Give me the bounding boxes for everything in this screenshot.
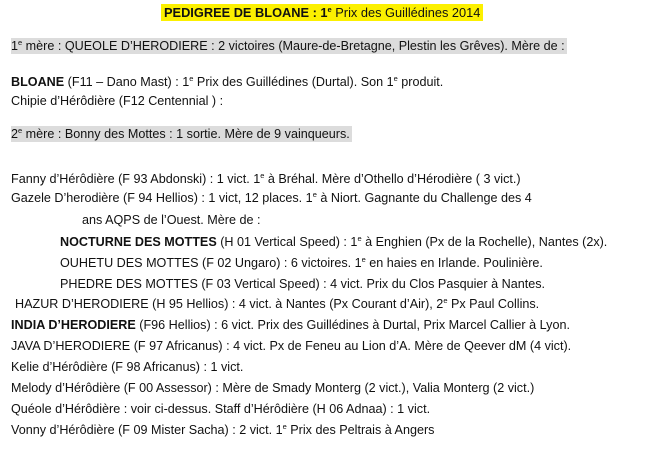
first-dam-line <box>11 38 567 55</box>
india-line: INDIA D’HERODIERE (F96 Hellios) : 6 vict. Prix des Guillédines à Durtal, Prix Marcel Callier à Lyon. <box>11 318 570 332</box>
ouhetu-line: OUHETU DES MOTTES (F 02 Ungaro) : 6 victoires. 1e en haies en Irlande. Poulinière. <box>60 255 543 270</box>
bloane-line: BLOANE (F11 – Dano Mast) : 1e Prix des Guillédines (Durtal). Son 1e produit. <box>11 74 444 89</box>
hazur-line: HAZUR D’HERODIERE (H 95 Hellios) : 4 vict. à Nantes (Px Courant d’Air), 2e Px Paul Collins. <box>15 296 540 311</box>
gazele-line-continued: ans AQPS de l’Ouest. Mère de : <box>82 213 261 227</box>
queole-line: Quéole d’Hérôdière : voir ci-dessus. Staff d’Hérôdière (H 06 Adnaa) : 1 vict. <box>11 402 431 416</box>
second-dam-line <box>11 126 352 143</box>
fanny-line: Fanny d’Hérôdière (F 93 Abdonski) : 1 vict. 1e à Bréhal. Mère d’Othello d’Hérodière ( 3 vict.) <box>11 171 521 186</box>
page-title: PEDIGREE DE BLOANE : 1e Prix des Guillédines 2014 <box>161 4 483 21</box>
melody-line: Melody d’Hérôdière (F 00 Assessor) : Mère de Smady Monterg (2 vict.), Valia Monterg (2 vict.) <box>11 381 535 395</box>
kelie-line: Kelie d’Hérôdière (F 98 Africanus) : 1 vict. <box>11 360 244 374</box>
phedre-line: PHEDRE DES MOTTES (F 03 Vertical Speed) : 4 vict. Prix du Clos Pasquier à Nantes. <box>60 277 546 291</box>
gazele-line: Gazele D’herodière (F 94 Hellios) : 1 vict, 12 places. 1e à Niort. Gagnante du Challenge des 4 <box>11 190 532 205</box>
first-dam-highlight: 1e mère : QUEOLE D’HERODIERE : 2 victoires (Maure-de-Bretagne, Plestin les Grêves). Mère de : <box>11 38 565 53</box>
second-dam-highlight: 2e mère : Bonny des Mottes : 1 sortie. Mère de 9 vainqueurs. <box>11 126 350 141</box>
java-line: JAVA D’HERODIERE (F 97 Africanus) : 4 vict. Px de Feneu au Lion d’A. Mère de Qeever dM (4 vict). <box>11 339 572 353</box>
chipie-line: Chipie d’Hérôdière (F12 Centennial ) : <box>11 94 224 108</box>
nocturne-line: NOCTURNE DES MOTTES (H 01 Vertical Speed) : 1e à Enghien (Px de la Rochelle), Nantes (2x). <box>60 234 608 249</box>
vonny-line: Vonny d’Hérôdière (F 09 Mister Sacha) : 2 vict. 1e Prix des Peltrais à Angers <box>11 422 435 437</box>
